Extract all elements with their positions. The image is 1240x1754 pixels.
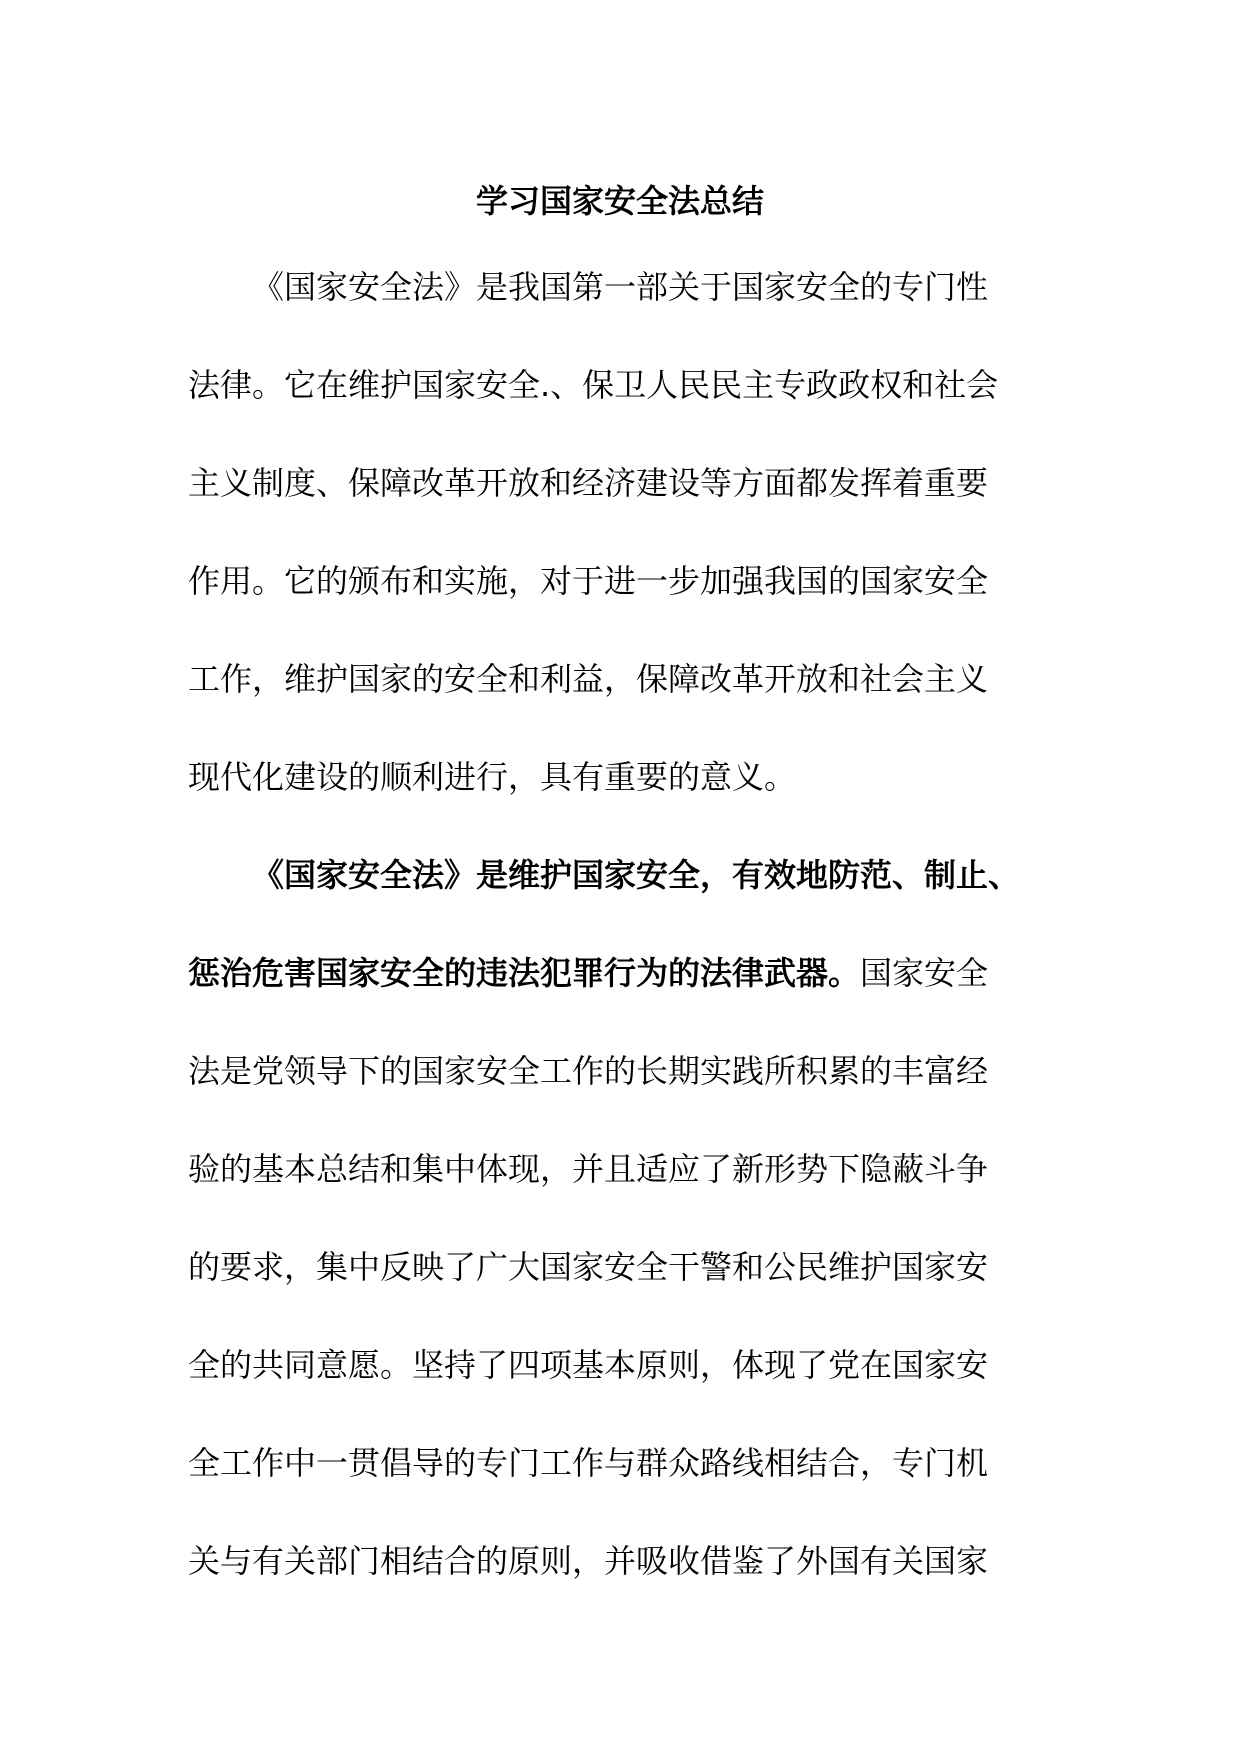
paragraph-line: 主义制度、保障改革开放和经济建设等方面都发挥着重要 bbox=[188, 464, 989, 502]
document-body bbox=[188, 238, 1048, 1610]
paragraph-2 bbox=[188, 826, 1048, 1610]
paragraph-line: 的要求，集中反映了广大国家安全干警和公民维护国家安 bbox=[188, 1248, 989, 1286]
bold-text: 惩治危害国家安全的违法犯罪行为的法律武器。 bbox=[188, 954, 861, 992]
paragraph-line-mixed bbox=[188, 924, 1048, 1022]
paragraph-line: 工作，维护国家的安全和利益，保障改革开放和社会主义 bbox=[188, 660, 989, 698]
paragraph-line: 验的基本总结和集中体现，并且适应了新形势下隐蔽斗争 bbox=[188, 1150, 989, 1188]
paragraph-1 bbox=[188, 238, 1048, 826]
normal-text: 国家安全 bbox=[860, 954, 989, 992]
document-title: 学习国家安全法总结 bbox=[475, 182, 764, 220]
paragraph-line: 作用。它的颁布和实施，对于进一步加强我国的国家安全 bbox=[188, 562, 989, 600]
paragraph-line: 全的共同意愿。坚持了四项基本原则，体现了党在国家安 bbox=[188, 1346, 989, 1384]
paragraph-line: 现代化建设的顺利进行，具有重要的意义。 bbox=[188, 758, 797, 796]
paragraph-line: 全工作中一贯倡导的专门工作与群众路线相结合，专门机 bbox=[188, 1444, 989, 1482]
paragraph-line: 法是党领导下的国家安全工作的长期实践所积累的丰富经 bbox=[188, 1052, 989, 1090]
paragraph-line: 《国家安全法》是我国第一部关于国家安全的专门性 bbox=[252, 268, 989, 306]
paragraph-line: 法律。它在维护国家安全.、保卫人民民主专政政权和社会 bbox=[188, 366, 999, 404]
paragraph-line-bold: 《国家安全法》是维护国家安全，有效地防范、制止、 bbox=[252, 856, 1021, 894]
paragraph-line: 关与有关部门相结合的原则，并吸收借鉴了外国有关国家 bbox=[188, 1542, 989, 1580]
